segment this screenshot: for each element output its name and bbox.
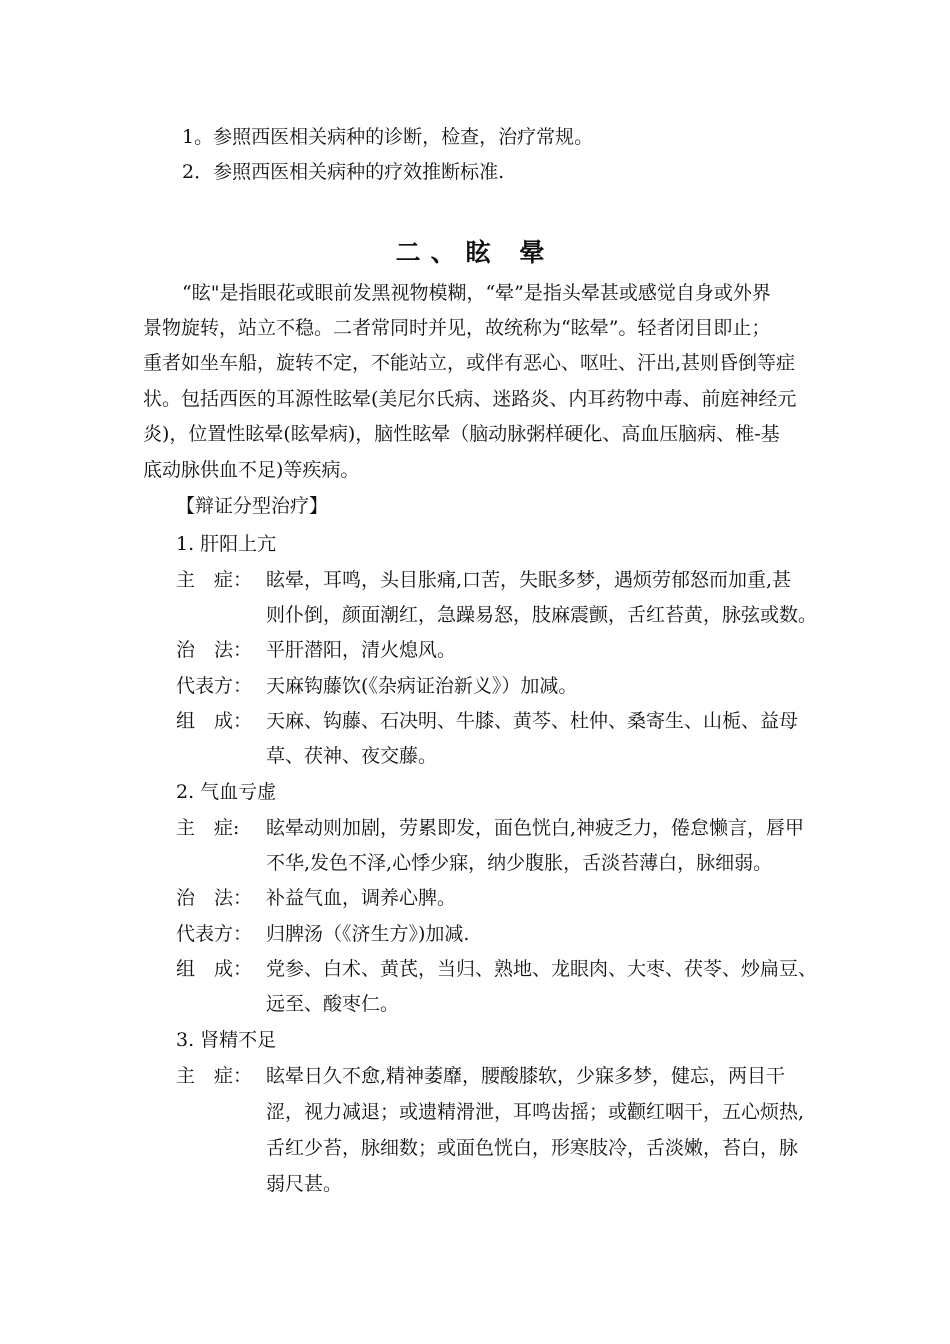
symptoms-text: 眩晕，耳鸣，头目胀痛,口苦，失眠多梦，遇烦劳郁怒而加重,甚 <box>266 569 792 591</box>
composition-label: 组 成： <box>176 958 253 980</box>
symptoms-label: 主 症： <box>176 1065 253 1087</box>
composition-text: 党参、白术、黄芪，当归、熟地、龙眼肉、大枣、茯苓、炒扁豆、 <box>266 958 818 980</box>
symptoms-text: 涩，视力减退；或遗精滑泄，耳鸣齿摇；或颧红咽干，五心烦热, <box>266 1101 805 1123</box>
intro-line: 状。包括西医的耳源性眩晕(美尼尔氏病、迷路炎、内耳药物中毒、前庭神经元 <box>143 388 797 410</box>
method-row <box>176 885 456 911</box>
symptoms-text: 弱尺甚。 <box>266 1173 343 1195</box>
symptoms-label: 主 症: <box>176 817 240 839</box>
composition-row <box>176 956 817 982</box>
composition-text: 草、茯神、夜交藤。 <box>266 745 438 767</box>
intro-line: 重者如坐车船，旋转不定，不能站立，或伴有恶心、呕吐、汗出,甚则昏倒等症 <box>143 352 796 374</box>
symptoms-text: 不华,发色不泽,心悸少寐，纳少腹胀，舌淡苔薄白，脉细弱。 <box>266 852 773 874</box>
formula-text: 天麻钩藤饮(《杂病证治新义》）加减。 <box>266 675 578 697</box>
method-label: 治 法： <box>176 887 253 909</box>
criteria-item-2: 2．参照西医相关病种的疗效推断标准. <box>182 161 505 183</box>
formula-text: 归脾汤（《济生方》)加减. <box>266 923 470 945</box>
symptoms-row <box>176 815 804 841</box>
method-label: 治 法： <box>176 639 253 661</box>
symptoms-row <box>176 1063 785 1089</box>
symptoms-text: 眩晕动则加剧，劳累即发，面色恍白,神疲乏力，倦怠懒言，唇甲 <box>266 817 805 839</box>
formula-row <box>176 921 469 947</box>
symptoms-text: 则仆倒，颜面潮红，急躁易怒，肢麻震颤，舌红苔黄，脉弦或数。 <box>266 604 818 626</box>
type-name: 3. 肾精不足 <box>176 1029 277 1051</box>
symptoms-row <box>176 567 791 593</box>
intro-line: 景物旋转，站立不稳。二者常同时并见，故统称为“眩晕”。轻者闭目即止； <box>143 317 771 339</box>
type-name: 2. 气血亏虚 <box>176 781 277 803</box>
section-title: 二、眩 晕 <box>395 238 555 267</box>
intro-line: 炎)，位置性眩晕(眩晕病)，脑性眩晕（脑动脉粥样硬化、高血压脑病、椎-基 <box>143 423 780 445</box>
method-row <box>176 637 456 663</box>
formula-label: 代表方： <box>176 675 253 697</box>
symptoms-text: 舌红少苔，脉细数；或面色恍白，形寒肢冷，舌淡嫩，苔白，脉 <box>266 1137 799 1159</box>
treatment-heading: 【辩证分型治疗】 <box>176 495 329 517</box>
composition-text: 天麻、钩藤、石决明、牛膝、黄芩、杜仲、桑寄生、山栀、益母 <box>266 710 799 732</box>
type-name: 1. 肝阳上亢 <box>176 533 277 555</box>
composition-row <box>176 708 798 734</box>
method-text: 补益气血，调养心脾。 <box>266 887 457 909</box>
intro-line: 底动脉供血不足)等疾病。 <box>143 459 360 481</box>
formula-label: 代表方： <box>176 923 253 945</box>
criteria-item-1: 1。参照西医相关病种的诊断，检查，治疗常规。 <box>182 126 594 148</box>
formula-row <box>176 673 577 699</box>
method-text: 平肝潜阳，清火熄风。 <box>266 639 457 661</box>
intro-line: “眩"是指眼花或眼前发黑视物模糊，“晕”是指头晕甚或感觉自身或外界 <box>182 282 771 304</box>
composition-label: 组 成： <box>176 710 253 732</box>
symptoms-label: 主 症： <box>176 569 253 591</box>
composition-text: 远至、酸枣仁。 <box>266 993 400 1015</box>
symptoms-text: 眩晕日久不愈,精神萎靡，腰酸膝软，少寐多梦，健忘，两目干 <box>266 1065 786 1087</box>
